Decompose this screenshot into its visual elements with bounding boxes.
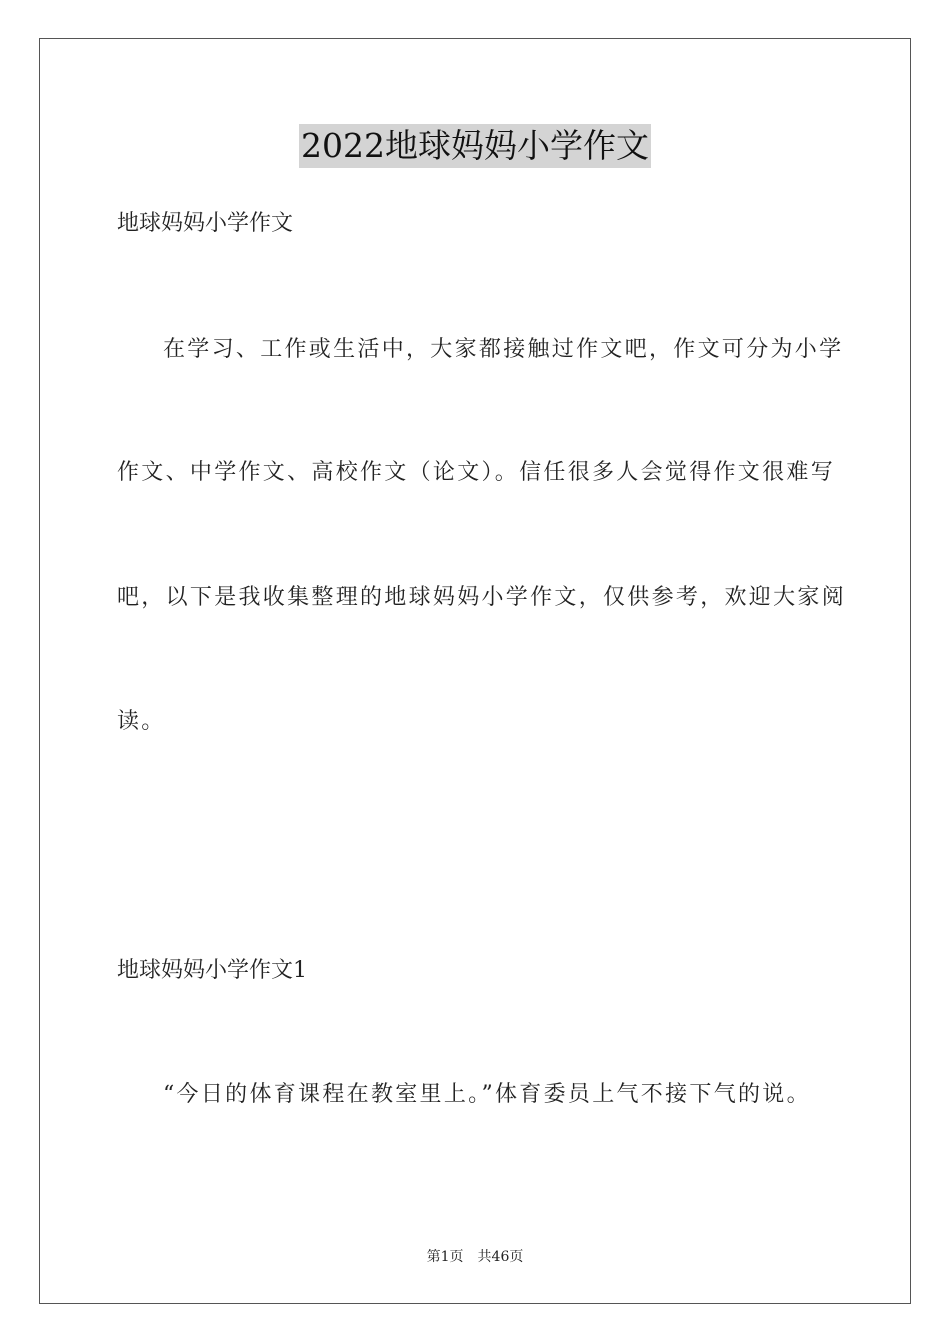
intro-line-1: 在学习、工作或生活中，大家都接触过作文吧，作文可分为小学 <box>163 337 844 362</box>
document-subtitle: 地球妈妈小学作文 <box>117 211 294 236</box>
page-total: 共46页 <box>477 1249 524 1265</box>
document-title: 2022地球妈妈小学作文 <box>299 124 651 168</box>
intro-line-3: 吧，以下是我收集整理的地球妈妈小学作文，仅供参考，欢迎大家阅 <box>117 585 847 610</box>
intro-line-2: 作文、中学作文、高校作文（论文）。信任很多人会觉得作文很难写 <box>117 460 836 485</box>
page-footer <box>0 1248 950 1266</box>
body-line-1: “今日的体育课程在教室里上。”体育委员上气不接下气的说。 <box>163 1082 811 1107</box>
section-heading: 地球妈妈小学作文1 <box>117 958 307 983</box>
title-container <box>0 124 950 168</box>
intro-line-4: 读。 <box>117 709 166 734</box>
page-number: 第1页 <box>426 1249 464 1265</box>
